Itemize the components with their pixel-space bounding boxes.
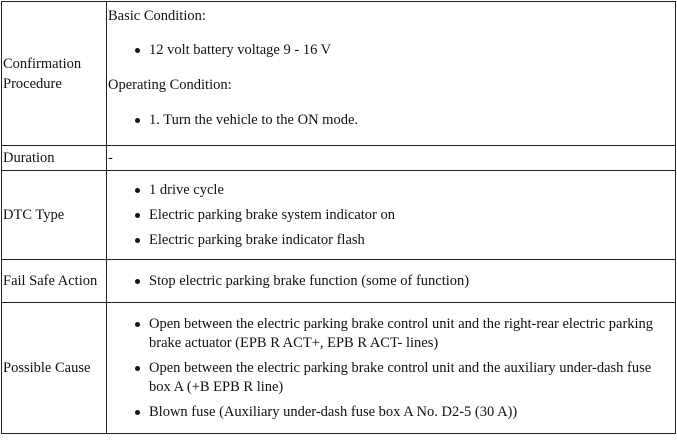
operating-condition-heading: Operating Condition: (108, 77, 232, 93)
row-label: Duration (2, 146, 107, 171)
row-fail-safe-action (2, 260, 676, 303)
row-possible-cause (2, 303, 676, 434)
dtc-info-table (1, 1, 676, 434)
row-dtc-type (2, 171, 676, 260)
row-content (107, 260, 676, 303)
list-item: 1 drive cycle (108, 181, 675, 200)
list-item: 12 volt battery voltage 9 - 16 V (108, 41, 675, 60)
list-item: Electric parking brake system indicator on (108, 206, 675, 225)
bullet-list (108, 315, 675, 422)
list-item: Open between the electric parking brake control unit and the auxiliary under-dash fuse box A (+B EPB R line) (108, 359, 675, 397)
basic-condition-list (108, 41, 675, 60)
row-label: Fail Safe Action (2, 260, 107, 303)
bullet-list (108, 272, 675, 291)
row-value: - (107, 146, 676, 171)
row-label: Possible Cause (2, 303, 107, 434)
row-content (107, 2, 676, 146)
row-label: DTC Type (2, 171, 107, 260)
list-item: Stop electric parking brake function (some of function) (108, 272, 675, 291)
list-item: 1. Turn the vehicle to the ON mode. (108, 111, 675, 130)
operating-condition-list (108, 111, 675, 130)
basic-condition-heading: Basic Condition: (108, 8, 206, 24)
row-confirmation-procedure (2, 2, 676, 146)
row-content (107, 171, 676, 260)
row-label: Confirmation Procedure (2, 2, 107, 146)
list-item: Blown fuse (Auxiliary under-dash fuse box A No. D2-5 (30 A)) (108, 403, 675, 422)
row-content (107, 303, 676, 434)
list-item: Electric parking brake indicator flash (108, 231, 675, 250)
list-item: Open between the electric parking brake control unit and the right-rear electric parking brake actuator (EPB R ACT+, EPB R ACT- lines) (108, 315, 675, 353)
row-duration (2, 146, 676, 171)
bullet-list (108, 181, 675, 250)
